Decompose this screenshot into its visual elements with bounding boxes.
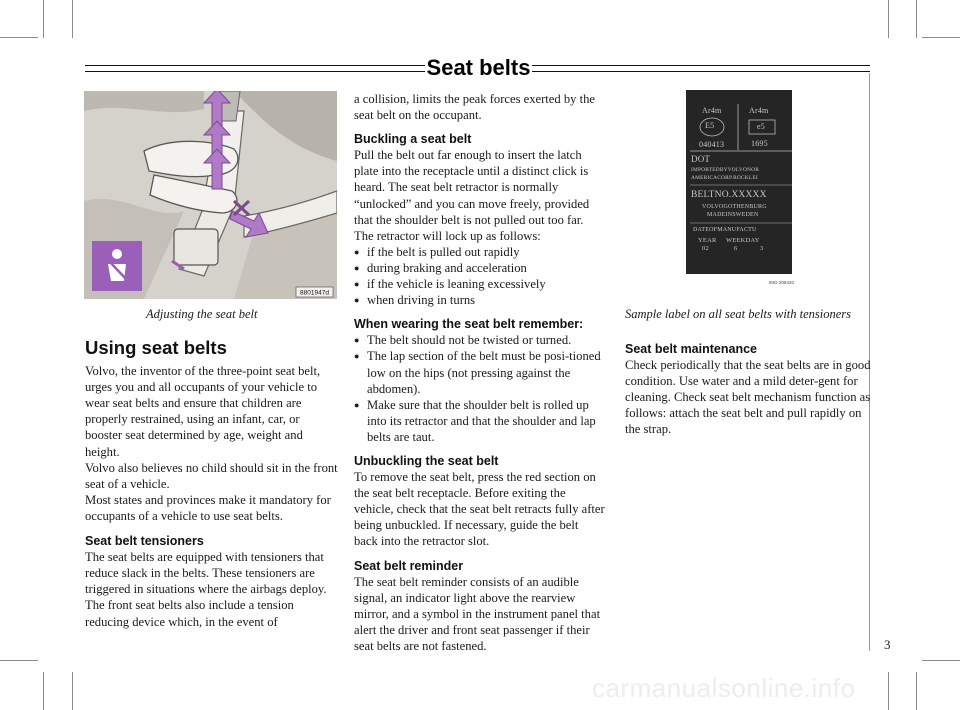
page-number: 3: [884, 637, 891, 652]
watermark: carmanualsonline.info: [592, 673, 856, 703]
crop-mark: [43, 672, 44, 710]
label-e-right: e5: [757, 122, 765, 131]
page-header: [85, 56, 870, 80]
remember-list: [354, 332, 605, 445]
subheading: Seat belt reminder: [354, 558, 464, 573]
label-volvo-line2: MADEINSWEDEN: [707, 212, 759, 218]
crop-mark: [888, 0, 889, 38]
paragraph: Volvo also believes no child should sit in the front seat of a vehicle.: [85, 460, 338, 491]
label-dot: DOT: [691, 154, 711, 164]
left-column: [85, 337, 339, 630]
crop-mark: [888, 672, 889, 710]
label-day-value: 3: [760, 245, 764, 252]
crop-mark: [916, 672, 917, 710]
label-number-right: 1695: [751, 139, 768, 148]
right-column: [625, 341, 873, 438]
list-item: ● if the belt is pulled out rapidly: [354, 244, 605, 260]
label-number-left: 040413: [699, 140, 725, 149]
lock-list: [354, 244, 605, 308]
paragraph: The seat belts are equipped with tensioners that reduce slack in the belts. These tensioners are triggered in situations where the airbags deploy. The front seat belts also include a tension reducing device which, in the event of: [85, 550, 327, 629]
list-item: ● if the vehicle is leaning excessively: [354, 276, 605, 292]
seat-belt-adjust-illustration: [84, 91, 337, 299]
paragraph: The seat belt reminder consists of an audible signal, an indicator light above the rearview mirror, and a symbol in the instrument panel that alert the driver and front seat passenger if their seat belts are not fastened.: [354, 574, 601, 653]
list-item: ● when driving in turns: [354, 292, 605, 308]
figure2-caption: Sample label on all seat belts with tensioners: [625, 307, 852, 321]
page-title: Seat belts: [426, 55, 531, 80]
header-rule-right: [532, 65, 870, 72]
label-year: YEAR: [698, 237, 717, 244]
crop-mark: [43, 0, 44, 38]
label-year-value: 02: [702, 245, 709, 252]
crop-mark: [916, 0, 917, 38]
figure-caption: Adjusting the seat belt: [146, 307, 258, 321]
crop-mark: [72, 672, 73, 710]
subheading: Seat belt tensioners: [85, 534, 204, 549]
crop-mark: [72, 0, 73, 38]
subheading: Buckling a seat belt: [354, 132, 472, 147]
figure2-code: IMG-208420: [769, 280, 795, 285]
middle-column: [354, 91, 605, 654]
paragraph: The retractor will lock up as follows:: [354, 228, 541, 243]
seat-belt-drawing: [84, 91, 337, 299]
figure-code: 8801947d: [300, 289, 329, 297]
paragraph: To remove the seat belt, press the red section on the seat belt receptacle. Before exiting the vehicle, check that the seat belt retracts fully after being unbuckled. If necessary, guide the belt back into the retractor slot.: [354, 470, 605, 549]
subheading: Seat belt maintenance: [625, 342, 757, 356]
label-imported-line2: AMERICACORP.ROCKLEI: [691, 175, 758, 181]
crop-mark: [0, 660, 38, 661]
seat-belt-label-image: [686, 90, 792, 274]
paragraph: Pull the belt out far enough to insert the latch plate into the receptacle until a distinct click is heard. The seat belt retractor is normally “unlocked” and you can move freely, provided that the shoulder belt is not pulled out too far.: [354, 148, 590, 227]
list-item: ● Make sure that the shoulder belt is rolled up into its retractor and that the shoulder and lap belts are taut.: [354, 397, 605, 445]
label-imported-line1: IMPORTEDBYVOLVONOR: [691, 167, 760, 173]
label-date: DATEOFMANUFACTU: [693, 227, 757, 233]
list-item: ● The lap section of the belt must be posi-tioned low on the hips (not pressing against the abdomen).: [354, 348, 605, 396]
label-week-value: 6: [734, 245, 738, 252]
paragraph: Check periodically that the seat belts are in good condition. Use water and a mild deter-gent for cleaning. Check seat belt mechanism function as follows: attach the seat belt and pull rapidly on the strap.: [625, 358, 871, 437]
label-e-left: E5: [705, 121, 715, 130]
crop-mark: [922, 37, 960, 38]
crop-mark: [922, 660, 960, 661]
list-item: ● The belt should not be twisted or turned.: [354, 332, 605, 348]
list-item: ● during braking and acceleration: [354, 260, 605, 276]
subheading: When wearing the seat belt remember:: [354, 317, 584, 332]
paragraph: a collision, limits the peak forces exerted by the seat belt on the occupant.: [354, 92, 595, 123]
section-heading: Using seat belts: [85, 337, 227, 358]
label-belt-number: BELTNO.XXXXX: [691, 190, 767, 200]
paragraph: Most states and provinces make it mandatory for occupants of a vehicle to use seat belts.: [85, 492, 331, 523]
paragraph: Volvo, the inventor of the three-point seat belt, urges you and all occupants of your vehicle to wear seat belts and ensure that children are properly restrained, using an infant, car, or booster seat determined by age, weight and height.: [85, 364, 321, 459]
crop-mark: [0, 37, 38, 38]
label-weekday: WEEKDAY: [726, 237, 760, 244]
label-ar-right: Ar4m: [749, 106, 769, 115]
label-ar-left: Ar4m: [702, 106, 722, 115]
header-rule-left: [85, 65, 425, 72]
label-volvo-line1: VOLVOGOTHENBURG: [702, 204, 767, 210]
subheading: Unbuckling the seat belt: [354, 453, 499, 468]
